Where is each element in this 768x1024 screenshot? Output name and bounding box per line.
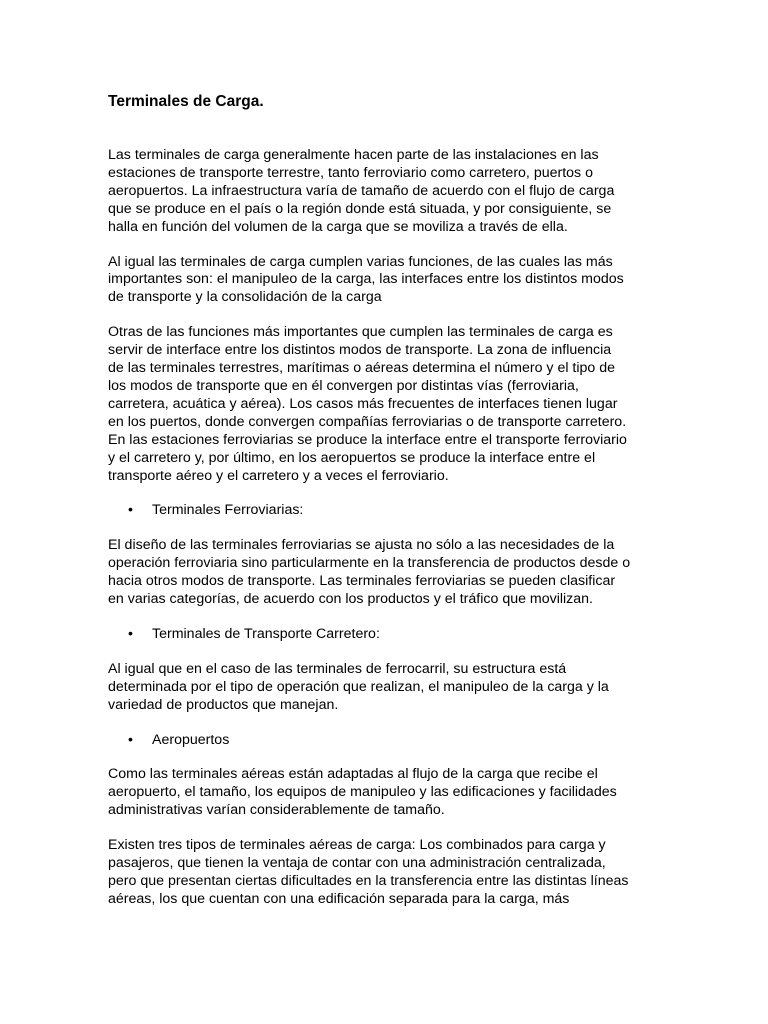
paragraph: Otras de las funciones más importantes que cumplen las terminales de carga es servir de interface entre los distintos modos de transporte. La zona de influencia de las terminales terrestres, marítimas o aéreas determina el número y el tipo de los modos de transporte que en él convergen por distintas vías (ferroviaria, carretera, acuática y aérea). Los casos más frecuentes de interfaces tienen lugar en los puertos, donde convergen compañías ferroviarias o de transporte carretero. En las estaciones ferroviarias se produce la interface entre el transporte ferroviario y el carretero y, por último, en los aeropuertos se produce la interface entre el transporte aéreo y el carretero y a veces el ferroviario. [108, 324, 627, 484]
document-page [108, 92, 664, 926]
paragraph: El diseño de las terminales ferroviarias se ajusta no sólo a las necesidades de la operación ferroviaria sino particularmente en la transferencia de productos desde o hacia otros modos de transporte. Las terminales ferroviarias se pueden clasificar en varias categorías, de acuerdo con los productos y el tráfico que movilizan. [108, 537, 631, 608]
paragraph: Existen tres tipos de terminales aéreas de carga: Los combinados para carga y pasajeros, que tienen la ventaja de contar con una administración centralizada, pero que presentan ciertas dificultades en la transferencia entre las distintas líneas aéreas, los que cuentan con una edificación separada para la carga, más [108, 837, 629, 907]
paragraph: Como las terminales aéreas están adaptadas al flujo de la carga que recibe el aeropuerto, el tamaño, los equipos de manipuleo y las edificaciones y facilidades administrativas varían considerablemente de tamaño. [108, 766, 617, 819]
paragraph: Las terminales de carga generalmente hacen parte de las instalaciones en las estaciones de transporte terrestre, tanto ferroviario como carretero, puertos o aeropuertos. La infraestructura varía de tamaño de acuerdo con el flujo de carga que se produce en el país o la región donde está situada, y por consiguiente, se halla en función del volumen de la carga que se moviliza a través de ella. [108, 147, 615, 235]
bullet-item-terminales-carretero [108, 626, 664, 644]
bullet-icon: • [128, 731, 133, 748]
bullet-icon: • [128, 625, 133, 642]
paragraph: Al igual que en el caso de las terminales de ferrocarril, su estructura está determinada por el tipo de operación que realizan, el manipuleo de la carga y la variedad de productos que manejan. [108, 660, 609, 713]
bullet-label: Aeropuertos [152, 731, 230, 748]
bullet-label: Terminales de Transporte Carretero: [152, 625, 380, 642]
bullet-item-terminales-ferroviarias [108, 502, 664, 520]
bullet-item-aeropuertos [108, 732, 664, 750]
document-title: Terminales de Carga. [108, 93, 264, 110]
paragraph: Al igual las terminales de carga cumplen varias funciones, de las cuales las más importantes son: el manipuleo de la carga, las interfaces entre los distintos modos de transporte y la consolidación de la carga [108, 253, 624, 306]
bullet-label: Terminales Ferroviarias: [152, 502, 304, 519]
bullet-icon: • [128, 502, 133, 519]
